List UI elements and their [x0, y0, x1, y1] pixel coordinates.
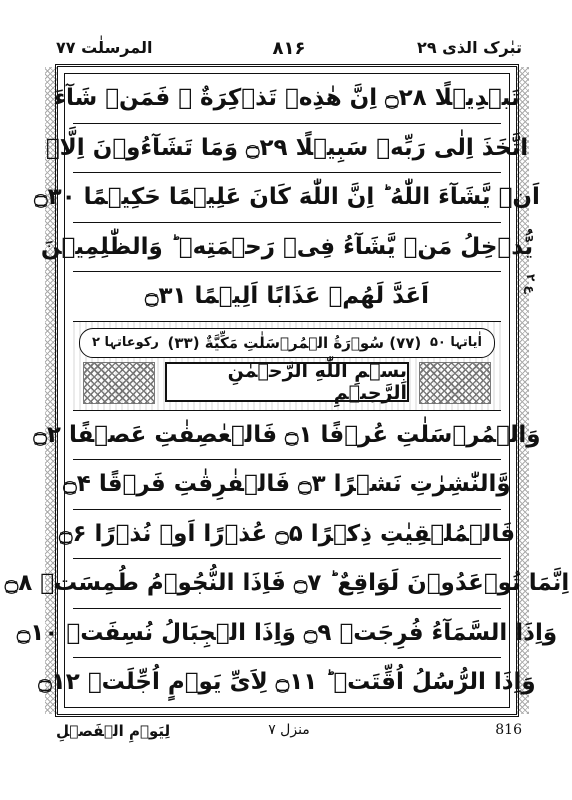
catchword: لِيَوۡمِ الۡفَصۡلِ [56, 722, 171, 740]
border-ornament-left [45, 67, 57, 714]
page-number-arabic: ۸۱۶ [272, 38, 306, 59]
manzil-label: منزل ۷ [268, 722, 310, 738]
page-footer [56, 722, 522, 750]
ayat-count: اٰیاتہا ۵۰ [430, 335, 482, 350]
page-number: 816 [495, 722, 522, 738]
surah-label: المرسلٰت ۷۷ [56, 38, 153, 57]
ayah-line: اِنَّمَا تُوۡعَدُوۡنَ لَوَاقِعٌ ؕ ۝۷ فَاِذَا النُّجُوۡمُ طُمِسَتۡ ۝۸ [73, 559, 501, 609]
ayah-line: وَاِذَا السَّمَآءُ فُرِجَتۡ ۝۹ وَاِذَا الۡجِبَالُ نُسِفَتۡ ۝۱۰ [73, 609, 501, 659]
border-ornament-right [517, 67, 529, 714]
ayah-line: اَعَدَّ لَهُمۡ عَذَابًا اَلِيۡمًا ۝۳۱ [73, 272, 501, 322]
surah-header-banner [73, 322, 501, 411]
ayah-line: تَبۡدِيۡلًا ۝۲۸ اِنَّ هٰذِهٖ تَذۡكِرَةٌ ۚ فَمَنۡ شَآءَ [73, 74, 501, 124]
ayah-line: وَالۡمُرۡسَلٰتِ عُرۡفًا ۝۱ فَالۡعٰصِفٰتِ عَصۡفًا ۝۲ [73, 411, 501, 461]
ornament-right [419, 362, 491, 404]
ruku-marker: ع ۲ [524, 274, 538, 294]
ruku-count: رکوعاتہا ۲ [92, 335, 159, 350]
ayah-line: يُّدۡخِلُ مَنۡ يَّشَآءُ فِىۡ رَحۡمَتِهٖ ؕ وَالظّٰلِمِيۡنَ [73, 223, 501, 273]
ayah-line: وَّالنّٰشِرٰتِ نَشۡرًا ۝۳ فَالۡفٰرِقٰتِ فَرۡقًا ۝۴ [73, 460, 501, 510]
surah-title-bar [79, 328, 495, 358]
surah-name: (۷۷) سُوۡرَةُ الۡمُرۡسَلٰتِ مَكِّيَّةٌ (۳۳) [167, 333, 422, 352]
ayah-line: وَاِذَا الرُّسُلُ اُقِّتَتۡ ؕ ۝۱۱ لِاَىِّ يَوۡمٍ اُجِّلَتۡ ۝۱۲ [38, 669, 536, 696]
ayah-line: فَالۡمُلۡقِيٰتِ ذِكۡرًا ۝۵ عُذۡرًا اَوۡ نُذۡرًا ۝۶ [73, 510, 501, 560]
juz-label: تبٰرک الذی ۲۹ [417, 38, 522, 57]
ornament-left [83, 362, 155, 404]
bismillah: بِسۡمِ اللّٰهِ الرَّحۡمٰنِ الرَّحِيۡمِ [165, 362, 409, 402]
ayah-line: اَنۡ يَّشَآءَ اللّٰهُ ؕ اِنَّ اللّٰهَ كَانَ عَلِيۡمًا حَكِيۡمًا ۝۳۰ [73, 173, 501, 223]
ayah-line: اتَّخَذَ اِلٰى رَبِّهٖ سَبِيۡلًا ۝۲۹ وَمَا تَشَآءُوۡنَ اِلَّاۤ [73, 124, 501, 174]
page-header [56, 38, 522, 64]
